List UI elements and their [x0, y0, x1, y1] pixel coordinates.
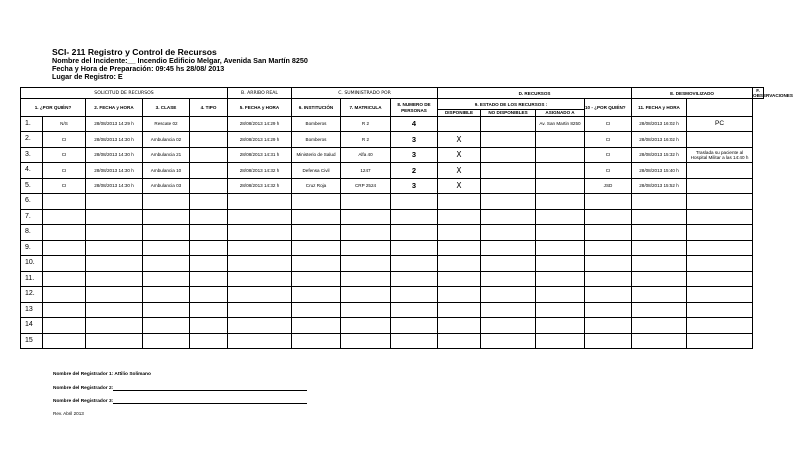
cell-tipo [190, 271, 228, 287]
cell-asignado-a [536, 271, 585, 287]
cell-clase [143, 240, 190, 256]
registrar-2 [53, 386, 307, 391]
cell-desmov-fecha-hora [632, 333, 687, 349]
registrar-3 [53, 399, 307, 404]
cell-tipo [190, 178, 228, 194]
row-number: 5. [21, 178, 43, 194]
cell-fecha-hora: 28/08/2013 14:30 h [86, 147, 143, 163]
cell-tipo [190, 240, 228, 256]
cell-matricula: Alfa 40 [341, 147, 391, 163]
revision-note: Rev. Abril 2013 [53, 411, 84, 416]
cell-clase: Ambulancia 21 [143, 147, 190, 163]
table-row [21, 116, 764, 132]
cell-disponible [438, 240, 481, 256]
cell-fecha-hora: 28/08/2013 14:30 h [86, 178, 143, 194]
cell-no-disponible [481, 318, 536, 334]
cell-por-quien: CI [43, 178, 86, 194]
cell-institucion: Cruz Roja [292, 178, 341, 194]
cell-desmov-fecha-hora [632, 194, 687, 210]
cell-fecha-hora: 28/08/2013 14:30 h [86, 132, 143, 148]
cell-desmov-por-quien: CI [585, 163, 632, 179]
cell-institucion: Bomberos [292, 132, 341, 148]
table-row [21, 240, 764, 256]
cell-asignado-a [536, 132, 585, 148]
cell-por-quien: CI [43, 132, 86, 148]
form-title: SCI- 211 Registro y Control de Recursos [52, 47, 217, 57]
cell-disponible [438, 256, 481, 272]
cell-por-quien [43, 209, 86, 225]
cell-asignado-a [536, 256, 585, 272]
col-matricula: 7. MATRICULA [341, 99, 391, 116]
section-observaciones: F. OBSERVACIONES [753, 88, 793, 99]
cell-matricula [341, 225, 391, 241]
cell-arribo [228, 256, 292, 272]
cell-matricula [341, 240, 391, 256]
cell-asignado-a [536, 302, 585, 318]
cell-no-disponible [481, 271, 536, 287]
cell-numero-personas [391, 256, 438, 272]
cell-tipo [190, 116, 228, 132]
cell-institucion [292, 256, 341, 272]
cell-arribo: 28/08/2013 14:31 h [228, 147, 292, 163]
registrar-3-label: Nombre del Registrador 3: [53, 399, 114, 404]
row-number: 8. [21, 225, 43, 241]
registrar-1: Nombre del Registrador 1: Attilio Solimano [53, 372, 151, 377]
cell-desmov-por-quien [585, 256, 632, 272]
cell-no-disponible [481, 194, 536, 210]
table-row [21, 302, 764, 318]
cell-matricula [341, 194, 391, 210]
cell-disponible [438, 116, 481, 132]
cell-institucion [292, 225, 341, 241]
cell-observaciones: Traslada su paciente al Hospital Militar a las 14:40 h [687, 147, 753, 163]
col-desmov-fecha-hora: 11. FECHA y HORA [632, 99, 687, 116]
cell-clase [143, 333, 190, 349]
cell-arribo [228, 318, 292, 334]
cell-por-quien [43, 225, 86, 241]
cell-institucion [292, 240, 341, 256]
cell-institucion [292, 302, 341, 318]
cell-observaciones [687, 256, 753, 272]
row-number: 7. [21, 209, 43, 225]
cell-arribo [228, 333, 292, 349]
cell-arribo [228, 302, 292, 318]
cell-arribo [228, 194, 292, 210]
cell-observaciones [687, 240, 753, 256]
cell-matricula [341, 302, 391, 318]
col-fecha-hora-arribo: 5. FECHA y HORA [228, 99, 292, 116]
cell-observaciones [687, 302, 753, 318]
cell-asignado-a [536, 209, 585, 225]
cell-institucion [292, 287, 341, 303]
cell-clase [143, 209, 190, 225]
cell-tipo [190, 256, 228, 272]
cell-asignado-a: Av. San Martin 8250 [536, 116, 585, 132]
cell-observaciones [687, 318, 753, 334]
row-number: 11. [21, 271, 43, 287]
cell-tipo [190, 147, 228, 163]
row-number: 9. [21, 240, 43, 256]
cell-desmov-por-quien: CI [585, 147, 632, 163]
table-row [21, 209, 764, 225]
cell-no-disponible [481, 287, 536, 303]
col-fecha-hora: 2. FECHA y HORA [86, 99, 143, 116]
cell-clase [143, 271, 190, 287]
table-row [21, 178, 764, 194]
cell-institucion [292, 209, 341, 225]
cell-por-quien [43, 318, 86, 334]
cell-por-quien [43, 271, 86, 287]
cell-por-quien [43, 287, 86, 303]
col-numero-personas: 8. NUMERO DE PERSONAS [391, 99, 438, 116]
cell-tipo [190, 287, 228, 303]
cell-no-disponible [481, 333, 536, 349]
cell-disponible [438, 333, 481, 349]
cell-clase [143, 287, 190, 303]
cell-desmov-por-quien [585, 209, 632, 225]
cell-desmov-fecha-hora: 28/08/2013 15:32 h [632, 147, 687, 163]
row-number: 1. [21, 116, 43, 132]
cell-asignado-a [536, 147, 585, 163]
cell-asignado-a [536, 333, 585, 349]
table-row [21, 225, 764, 241]
section-arribo: B. ARRIBO REAL [228, 88, 292, 99]
cell-disponible [438, 194, 481, 210]
cell-asignado-a [536, 287, 585, 303]
cell-desmov-fecha-hora [632, 302, 687, 318]
cell-fecha-hora [86, 302, 143, 318]
cell-tipo [190, 194, 228, 210]
cell-arribo: 28/08/2013 14:32 h [228, 163, 292, 179]
col-institucion: 6. INSTITUCIÓN [292, 99, 341, 116]
cell-desmov-por-quien [585, 302, 632, 318]
cell-desmov-fecha-hora [632, 318, 687, 334]
cell-desmov-fecha-hora [632, 256, 687, 272]
cell-desmov-fecha-hora [632, 225, 687, 241]
cell-desmov-por-quien [585, 240, 632, 256]
cell-numero-personas: 2 [391, 163, 438, 179]
row-number: 14 [21, 318, 43, 334]
cell-tipo [190, 225, 228, 241]
cell-no-disponible [481, 302, 536, 318]
cell-fecha-hora [86, 318, 143, 334]
cell-observaciones [687, 225, 753, 241]
cell-desmov-fecha-hora: 28/08/2013 15:40 h [632, 163, 687, 179]
row-number: 3. [21, 147, 43, 163]
cell-desmov-fecha-hora: 28/08/2013 16:02 h [632, 116, 687, 132]
cell-observaciones: PC [687, 116, 753, 132]
cell-desmov-fecha-hora [632, 271, 687, 287]
cell-numero-personas [391, 225, 438, 241]
cell-numero-personas [391, 271, 438, 287]
cell-arribo: 28/08/2013 14:29 h [228, 116, 292, 132]
cell-no-disponible [481, 256, 536, 272]
cell-arribo: 28/08/2013 14:29 h [228, 132, 292, 148]
registrar-2-line [113, 386, 307, 391]
cell-clase [143, 302, 190, 318]
col-por-quien: 1. ¿POR QUIÉN? [21, 99, 86, 116]
cell-matricula: R 2 [341, 132, 391, 148]
cell-no-disponible [481, 132, 536, 148]
table-row [21, 194, 764, 210]
cell-matricula [341, 333, 391, 349]
cell-desmov-por-quien: JSD [585, 178, 632, 194]
cell-no-disponible [481, 225, 536, 241]
cell-fecha-hora: 28/08/2013 14:29 h [86, 116, 143, 132]
table-row [21, 271, 764, 287]
cell-tipo [190, 132, 228, 148]
cell-observaciones [687, 287, 753, 303]
cell-numero-personas [391, 209, 438, 225]
cell-desmov-por-quien [585, 333, 632, 349]
cell-clase: Rescate 02 [143, 116, 190, 132]
cell-desmov-fecha-hora: 28/08/2013 15:52 h [632, 178, 687, 194]
col-estado-recursos: 9. ESTADO DE LOS RECURSOS : [438, 99, 585, 110]
cell-por-quien: N/S [43, 116, 86, 132]
cell-por-quien: CI [43, 163, 86, 179]
cell-desmov-por-quien: CI [585, 132, 632, 148]
cell-asignado-a [536, 163, 585, 179]
cell-disponible [438, 302, 481, 318]
cell-clase: Ambulancia 03 [143, 178, 190, 194]
cell-por-quien [43, 240, 86, 256]
cell-arribo: 28/08/2013 14:32 h [228, 178, 292, 194]
cell-observaciones [687, 178, 753, 194]
cell-fecha-hora [86, 225, 143, 241]
col-observaciones-blank [687, 99, 753, 116]
cell-tipo [190, 333, 228, 349]
cell-numero-personas [391, 194, 438, 210]
cell-disponible: X [438, 163, 481, 179]
cell-institucion: Bomberos [292, 116, 341, 132]
cell-arribo [228, 271, 292, 287]
table-row [21, 132, 764, 148]
cell-desmov-por-quien [585, 318, 632, 334]
cell-desmov-por-quien [585, 225, 632, 241]
cell-numero-personas [391, 302, 438, 318]
cell-institucion [292, 271, 341, 287]
incident-name: Nombre del Incidente:__ Incendio Edificio Melgar, Avenida San Martín 8250 [52, 56, 308, 65]
cell-desmov-por-quien [585, 287, 632, 303]
cell-disponible [438, 209, 481, 225]
cell-desmov-fecha-hora [632, 209, 687, 225]
table-row [21, 318, 764, 334]
col-disponible: DISPONIBLE [438, 110, 481, 116]
cell-institucion: Defensa Civil [292, 163, 341, 179]
cell-tipo [190, 318, 228, 334]
row-number: 10. [21, 256, 43, 272]
cell-fecha-hora [86, 287, 143, 303]
cell-disponible [438, 287, 481, 303]
cell-no-disponible [481, 116, 536, 132]
cell-disponible: X [438, 147, 481, 163]
cell-clase [143, 318, 190, 334]
row-number: 6. [21, 194, 43, 210]
cell-desmov-fecha-hora [632, 240, 687, 256]
cell-no-disponible [481, 209, 536, 225]
cell-numero-personas: 3 [391, 147, 438, 163]
cell-numero-personas [391, 287, 438, 303]
cell-observaciones [687, 163, 753, 179]
col-clase: 3. CLASE [143, 99, 190, 116]
cell-fecha-hora [86, 256, 143, 272]
registrar-3-line [113, 399, 307, 404]
cell-numero-personas [391, 333, 438, 349]
cell-matricula: 1247 [341, 163, 391, 179]
cell-asignado-a [536, 178, 585, 194]
cell-fecha-hora [86, 194, 143, 210]
cell-arribo [228, 287, 292, 303]
cell-numero-personas [391, 240, 438, 256]
cell-arribo [228, 209, 292, 225]
cell-desmov-fecha-hora: 28/08/2013 16:02 h [632, 132, 687, 148]
cell-observaciones [687, 194, 753, 210]
col-desmov-por-quien: 10 - ¿POR QUIÉN? [585, 99, 632, 116]
cell-fecha-hora [86, 240, 143, 256]
cell-observaciones [687, 209, 753, 225]
cell-asignado-a [536, 225, 585, 241]
cell-matricula [341, 287, 391, 303]
row-number: 12. [21, 287, 43, 303]
cell-clase [143, 256, 190, 272]
table-row [21, 287, 764, 303]
cell-asignado-a [536, 240, 585, 256]
cell-no-disponible [481, 163, 536, 179]
cell-observaciones [687, 271, 753, 287]
section-desmovilizado: E. DESMOVILIZADO [632, 88, 753, 99]
cell-matricula [341, 271, 391, 287]
cell-disponible: X [438, 178, 481, 194]
cell-clase: Ambulancia 02 [143, 132, 190, 148]
table-row [21, 147, 764, 163]
cell-institucion [292, 318, 341, 334]
cell-observaciones [687, 132, 753, 148]
cell-no-disponible [481, 147, 536, 163]
section-recursos: D. RECURSOS [438, 88, 632, 99]
cell-clase [143, 225, 190, 241]
table-row [21, 256, 764, 272]
cell-matricula: R 2 [341, 116, 391, 132]
col-no-disponibles: NO DISPONIBLES [481, 110, 536, 116]
cell-disponible: X [438, 132, 481, 148]
cell-numero-personas: 3 [391, 178, 438, 194]
cell-fecha-hora [86, 271, 143, 287]
preparation-date: Fecha y Hora de Preparación: 09:45 hs 28/08/ 2013 [52, 64, 225, 74]
cell-fecha-hora: 28/08/2013 14:30 h [86, 163, 143, 179]
cell-arribo [228, 240, 292, 256]
cell-institucion [292, 333, 341, 349]
cell-clase: Ambulancia 10 [143, 163, 190, 179]
cell-desmov-por-quien: CI [585, 116, 632, 132]
cell-matricula: CRP 2524 [341, 178, 391, 194]
cell-observaciones [687, 333, 753, 349]
cell-por-quien: CI [43, 147, 86, 163]
cell-tipo [190, 302, 228, 318]
cell-numero-personas: 3 [391, 132, 438, 148]
cell-por-quien [43, 333, 86, 349]
section-solicitud: SOLICITUD DE RECURSOS [21, 88, 228, 99]
cell-por-quien [43, 256, 86, 272]
table-row [21, 163, 764, 179]
cell-disponible [438, 271, 481, 287]
cell-numero-personas [391, 318, 438, 334]
cell-por-quien [43, 194, 86, 210]
cell-institucion [292, 194, 341, 210]
cell-matricula [341, 318, 391, 334]
cell-disponible [438, 225, 481, 241]
cell-clase [143, 194, 190, 210]
resource-table [20, 87, 793, 349]
form-header [52, 47, 308, 82]
registration-location: Lugar de Registro: E [52, 72, 123, 82]
row-number: 2. [21, 132, 43, 148]
col-tipo: 4. TIPO [190, 99, 228, 116]
registrar-2-label: Nombre del Registrador 2: [53, 386, 114, 391]
cell-por-quien [43, 302, 86, 318]
cell-matricula [341, 209, 391, 225]
cell-matricula [341, 256, 391, 272]
cell-no-disponible [481, 240, 536, 256]
cell-asignado-a [536, 318, 585, 334]
cell-asignado-a [536, 194, 585, 210]
table-row [21, 333, 764, 349]
cell-disponible [438, 318, 481, 334]
row-number: 4. [21, 163, 43, 179]
cell-desmov-por-quien [585, 194, 632, 210]
row-number: 15 [21, 333, 43, 349]
cell-no-disponible [481, 178, 536, 194]
cell-tipo [190, 163, 228, 179]
section-suministrado: C. SUMINISTRADO POR [292, 88, 438, 99]
cell-tipo [190, 209, 228, 225]
cell-institucion: Ministerio de Salud [292, 147, 341, 163]
row-number: 13 [21, 302, 43, 318]
cell-fecha-hora [86, 333, 143, 349]
cell-numero-personas: 4 [391, 116, 438, 132]
cell-arribo [228, 225, 292, 241]
cell-fecha-hora [86, 209, 143, 225]
col-asignado-a: ASIGNADO A [536, 110, 585, 116]
cell-desmov-por-quien [585, 271, 632, 287]
cell-desmov-fecha-hora [632, 287, 687, 303]
